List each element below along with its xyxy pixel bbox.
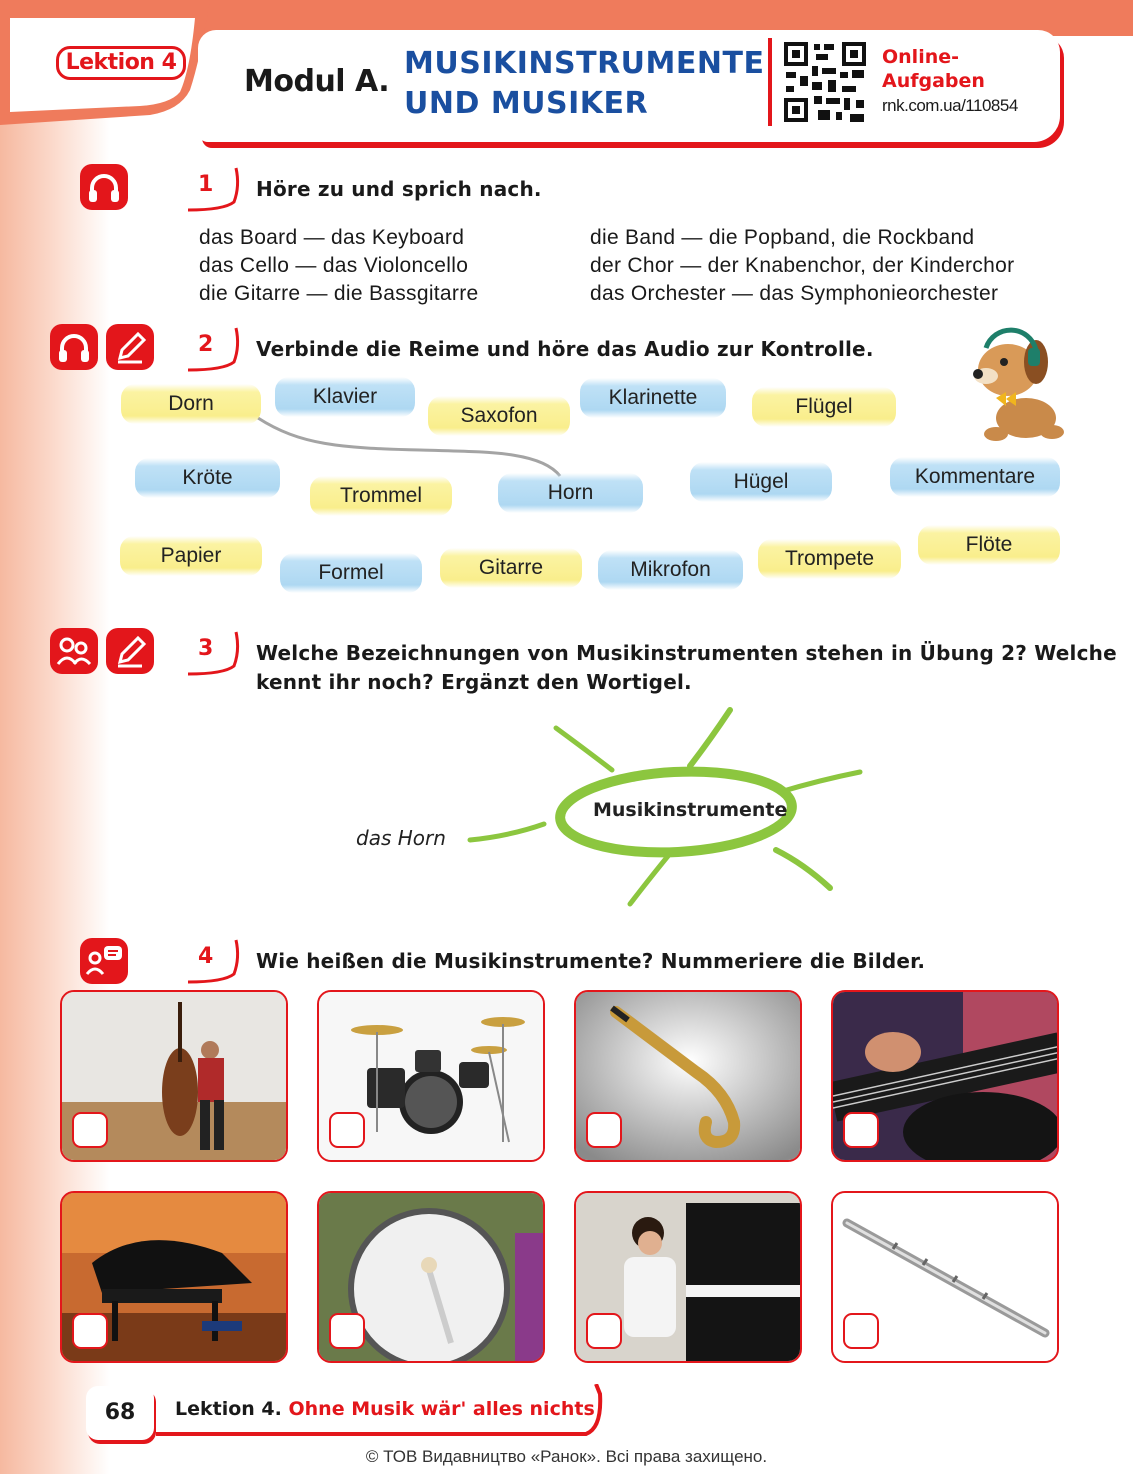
word-chip-gitarre[interactable]: Gitarre bbox=[440, 548, 582, 588]
number-checkbox[interactable] bbox=[72, 1313, 108, 1349]
online-label-line1: Online- bbox=[882, 46, 960, 68]
vocab-item: die Band — die Popband, die Rockband bbox=[590, 226, 975, 249]
word-chip-kommentare[interactable]: Kommentare bbox=[890, 457, 1060, 497]
vocab-item: das Board — das Keyboard bbox=[199, 226, 465, 249]
word-chip-saxofon[interactable]: Saxofon bbox=[428, 396, 570, 436]
number-checkbox[interactable] bbox=[586, 1313, 622, 1349]
exercise-3-number: 3 bbox=[184, 630, 234, 680]
bass-guitar-photo bbox=[831, 990, 1059, 1162]
word-chip-dorn[interactable]: Dorn bbox=[121, 384, 261, 424]
word-chip-trompete[interactable]: Trompete bbox=[758, 539, 901, 579]
word-chip-floete[interactable]: Flöte bbox=[918, 525, 1060, 565]
speech-icon bbox=[80, 938, 128, 984]
vocab-item: das Cello — das Violoncello bbox=[199, 254, 469, 277]
lektion-badge: Lektion 4 bbox=[56, 46, 186, 80]
number-checkbox[interactable] bbox=[843, 1112, 879, 1148]
exercise-2-instruction: Verbinde die Reime und höre das Audio zur Kontrolle. bbox=[256, 337, 874, 361]
group-icon bbox=[50, 628, 98, 674]
word-chip-trommel[interactable]: Trommel bbox=[310, 476, 452, 516]
copyright-notice: © ТОВ Видавництво «Ранок». Всі права захищено. bbox=[365, 1447, 768, 1466]
vocab-item: das Orchester — das Symphonieorchester bbox=[590, 282, 999, 305]
exercise-4-number: 4 bbox=[184, 938, 234, 988]
exercise-1-instruction: Höre zu und sprich nach. bbox=[256, 177, 542, 201]
pencil-icon bbox=[106, 628, 154, 674]
vocab-item: die Gitarre — die Bassgitarre bbox=[199, 282, 479, 305]
footer-lektion-name: Ohne Musik wär' alles nichts bbox=[288, 1398, 595, 1420]
grand-piano-photo bbox=[60, 1191, 288, 1363]
page-title-line1: MUSIKINSTRUMENTE bbox=[404, 46, 765, 81]
mindmap-center-label: Musikinstrumente bbox=[593, 799, 788, 821]
number-checkbox[interactable] bbox=[586, 1112, 622, 1148]
word-chip-formel[interactable]: Formel bbox=[280, 553, 422, 593]
vocab-item: der Chor — der Knabenchor, der Kinderchor bbox=[590, 254, 1015, 277]
number-checkbox[interactable] bbox=[843, 1313, 879, 1349]
word-chip-klavier[interactable]: Klavier bbox=[275, 377, 415, 417]
flute-photo bbox=[831, 1191, 1059, 1363]
word-chip-kroete[interactable]: Kröte bbox=[135, 458, 280, 498]
double-bass-photo bbox=[60, 990, 288, 1162]
upright-piano-photo bbox=[574, 1191, 802, 1363]
exercise-1-number: 1 bbox=[184, 166, 234, 216]
page-number: 68 bbox=[86, 1386, 154, 1440]
exercise-2-number: 2 bbox=[184, 326, 234, 376]
exercise-3-instruction-line2: kennt ihr noch? Ergänzt den Wortigel. bbox=[256, 670, 692, 694]
exercise-3-instruction-line1: Welche Bezeichnungen von Musikinstrumenten stehen in Übung 2? Welche bbox=[256, 641, 1117, 665]
mindmap-example-label: das Horn bbox=[356, 826, 446, 850]
word-chip-papier[interactable]: Papier bbox=[120, 536, 262, 576]
word-chip-huegel[interactable]: Hügel bbox=[690, 462, 832, 502]
saxophone-photo bbox=[574, 990, 802, 1162]
modul-label: Modul A. bbox=[244, 64, 390, 99]
word-chip-fluegel[interactable]: Flügel bbox=[752, 387, 896, 427]
exercise-4-instruction: Wie heißen die Musikinstrumente? Nummeriere die Bilder. bbox=[256, 949, 926, 973]
bass-drum-photo bbox=[317, 1191, 545, 1363]
word-chip-horn[interactable]: Horn bbox=[498, 473, 643, 513]
drum-kit-photo bbox=[317, 990, 545, 1162]
page-title-line2: UND MUSIKER bbox=[404, 86, 649, 121]
online-url-link[interactable]: rnk.com.ua/110854 bbox=[882, 96, 1018, 115]
number-checkbox[interactable] bbox=[329, 1112, 365, 1148]
footer-lektion-label: Lektion 4. bbox=[175, 1398, 282, 1420]
word-chip-mikrofon[interactable]: Mikrofon bbox=[598, 550, 743, 590]
online-label-line2: Aufgaben bbox=[882, 70, 985, 92]
number-checkbox[interactable] bbox=[72, 1112, 108, 1148]
number-checkbox[interactable] bbox=[329, 1313, 365, 1349]
word-chip-klarinette[interactable]: Klarinette bbox=[580, 378, 726, 418]
footer-lektion-title bbox=[175, 1398, 595, 1420]
